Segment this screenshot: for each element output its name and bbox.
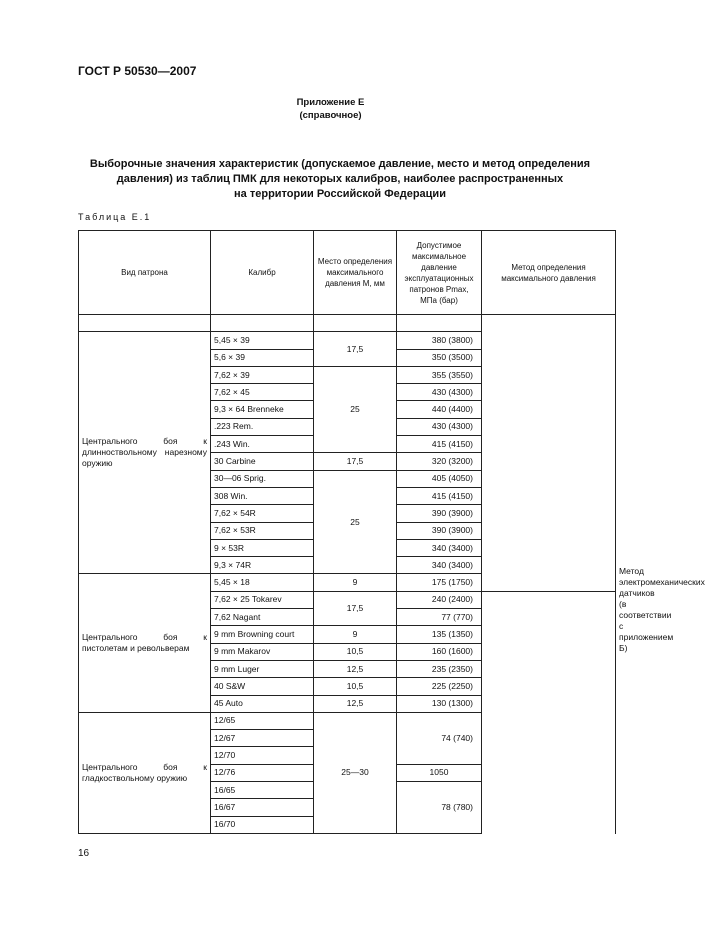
cell-caliber: 12/65 xyxy=(211,712,314,729)
cell-caliber: 30—06 Sprig. xyxy=(211,470,314,487)
cell-pressure: 235 (2350) xyxy=(397,660,482,677)
cell-pressure: 430 (4300) xyxy=(397,418,482,435)
cell-place: 17,5 xyxy=(314,332,397,367)
cell-pressure: 135 (1350) xyxy=(397,626,482,643)
cell-caliber: 16/67 xyxy=(211,799,314,816)
cell-caliber: 9,3 × 74R xyxy=(211,557,314,574)
cell-caliber: 40 S&W xyxy=(211,678,314,695)
cell-caliber: 9 × 53R xyxy=(211,539,314,556)
cell-pressure: 390 (3900) xyxy=(397,505,482,522)
table-row: Центрального боя к пистолетам и револьверам 5,45 × 18 9 175 (1750) Метод электромеханических датчиков (в соответствии с приложением Б) xyxy=(79,574,616,591)
page-number: 16 xyxy=(78,848,90,859)
cell-pressure: 405 (4050) xyxy=(397,470,482,487)
cell-place: 25—30 xyxy=(314,712,397,833)
title-line-1: Выборочные значения характеристик (допускаемое давление, место и метод определения xyxy=(89,158,591,170)
cell-caliber: 9 mm Browning court xyxy=(211,626,314,643)
cell-pressure: 74 (740) xyxy=(397,712,482,764)
cell-place: 12,5 xyxy=(314,660,397,677)
document-standard-header: ГОСТ Р 50530—2007 xyxy=(78,64,197,78)
cell-caliber: 16/70 xyxy=(211,816,314,833)
spacer-row xyxy=(79,315,616,332)
cell-pressure: 350 (3500) xyxy=(397,349,482,366)
cell-caliber: 7,62 × 54R xyxy=(211,505,314,522)
cell-caliber: 12/76 xyxy=(211,764,314,781)
table-row xyxy=(79,712,616,729)
cell-pressure: 160 (1600) xyxy=(397,643,482,660)
table-header-row xyxy=(79,231,616,315)
cell-caliber: .243 Win. xyxy=(211,436,314,453)
cell-pressure: 78 (780) xyxy=(397,782,482,834)
col-header-pressure: Допустимое максимальное давление эксплуатационных патронов Pmax, МПа (бар) xyxy=(397,231,482,315)
cell-caliber: 12/70 xyxy=(211,747,314,764)
group-pistols-revolvers: Центрального боя к пистолетам и револьверам xyxy=(79,574,211,712)
cell-place: 10,5 xyxy=(314,643,397,660)
cell-pressure: 340 (3400) xyxy=(397,557,482,574)
cell-caliber: 9,3 × 64 Brenneke xyxy=(211,401,314,418)
cell-caliber: 7,62 × 39 xyxy=(211,366,314,383)
cell-pressure: 390 (3900) xyxy=(397,522,482,539)
cell-pressure: 380 (3800) xyxy=(397,332,482,349)
title-line-2: давления) из таблиц ПМК для некоторых калибров, наиболее распространенных xyxy=(116,173,564,185)
table-caption: Таблица Е.1 xyxy=(78,212,152,222)
cell-place: 10,5 xyxy=(314,678,397,695)
cell-caliber: 7,62 × 53R xyxy=(211,522,314,539)
appendix-title: Приложение Е xyxy=(296,97,365,108)
cell-caliber: 5,45 × 18 xyxy=(211,574,314,591)
cell-pressure: 225 (2250) xyxy=(397,678,482,695)
cell-caliber: 30 Carbine xyxy=(211,453,314,470)
title-line-3: на территории Российской Федерации xyxy=(234,188,446,200)
cell-pressure: 320 (3200) xyxy=(397,453,482,470)
cell-caliber: 7,62 Nagant xyxy=(211,609,314,626)
cell-place: 17,5 xyxy=(314,453,397,470)
cell-caliber: 45 Auto xyxy=(211,695,314,712)
cell-caliber: 7,62 × 45 xyxy=(211,384,314,401)
col-header-caliber: Калибр xyxy=(211,231,314,315)
cell-place: 17,5 xyxy=(314,591,397,626)
cell-pressure: 415 (4150) xyxy=(397,487,482,504)
cell-caliber: 5,45 × 39 xyxy=(211,332,314,349)
col-header-type: Вид патрона xyxy=(79,231,211,315)
cell-pressure: 430 (4300) xyxy=(397,384,482,401)
cell-caliber: 9 mm Luger xyxy=(211,660,314,677)
cell-pressure: 240 (2400) xyxy=(397,591,482,608)
cell-caliber: 16/65 xyxy=(211,782,314,799)
cell-caliber: 7,62 × 25 Tokarev xyxy=(211,591,314,608)
appendix-note: (справочное) xyxy=(299,110,362,121)
col-header-method: Метод определения максимального давления xyxy=(482,231,616,315)
cell-caliber: 5,6 × 39 xyxy=(211,349,314,366)
cell-pressure: 77 (770) xyxy=(397,609,482,626)
cell-pressure: 355 (3550) xyxy=(397,366,482,383)
cell-place: 12,5 xyxy=(314,695,397,712)
cell-place: 25 xyxy=(314,470,397,574)
cell-pressure: 415 (4150) xyxy=(397,436,482,453)
group-smoothbore: Центрального боя к гладкоствольному оружию xyxy=(79,712,211,833)
col-header-place: Место определения максимального давления M, мм xyxy=(314,231,397,315)
cell-caliber: 9 mm Makarov xyxy=(211,643,314,660)
cell-place: 9 xyxy=(314,574,397,591)
cell-pressure: 440 (4400) xyxy=(397,401,482,418)
document-title xyxy=(80,157,600,202)
cell-pressure: 1050 xyxy=(397,764,482,781)
cell-caliber: 12/67 xyxy=(211,730,314,747)
cell-caliber: .223 Rem. xyxy=(211,418,314,435)
cell-pressure: 175 (1750) xyxy=(397,574,482,591)
cell-place: 25 xyxy=(314,366,397,452)
cell-pressure: 130 (1300) xyxy=(397,695,482,712)
group-rifled-long: Центрального боя к длинноствольному нарезному оружию xyxy=(79,332,211,574)
cell-pressure: 340 (3400) xyxy=(397,539,482,556)
cell-place: 9 xyxy=(314,626,397,643)
cell-caliber: 308 Win. xyxy=(211,487,314,504)
data-table xyxy=(78,230,705,834)
